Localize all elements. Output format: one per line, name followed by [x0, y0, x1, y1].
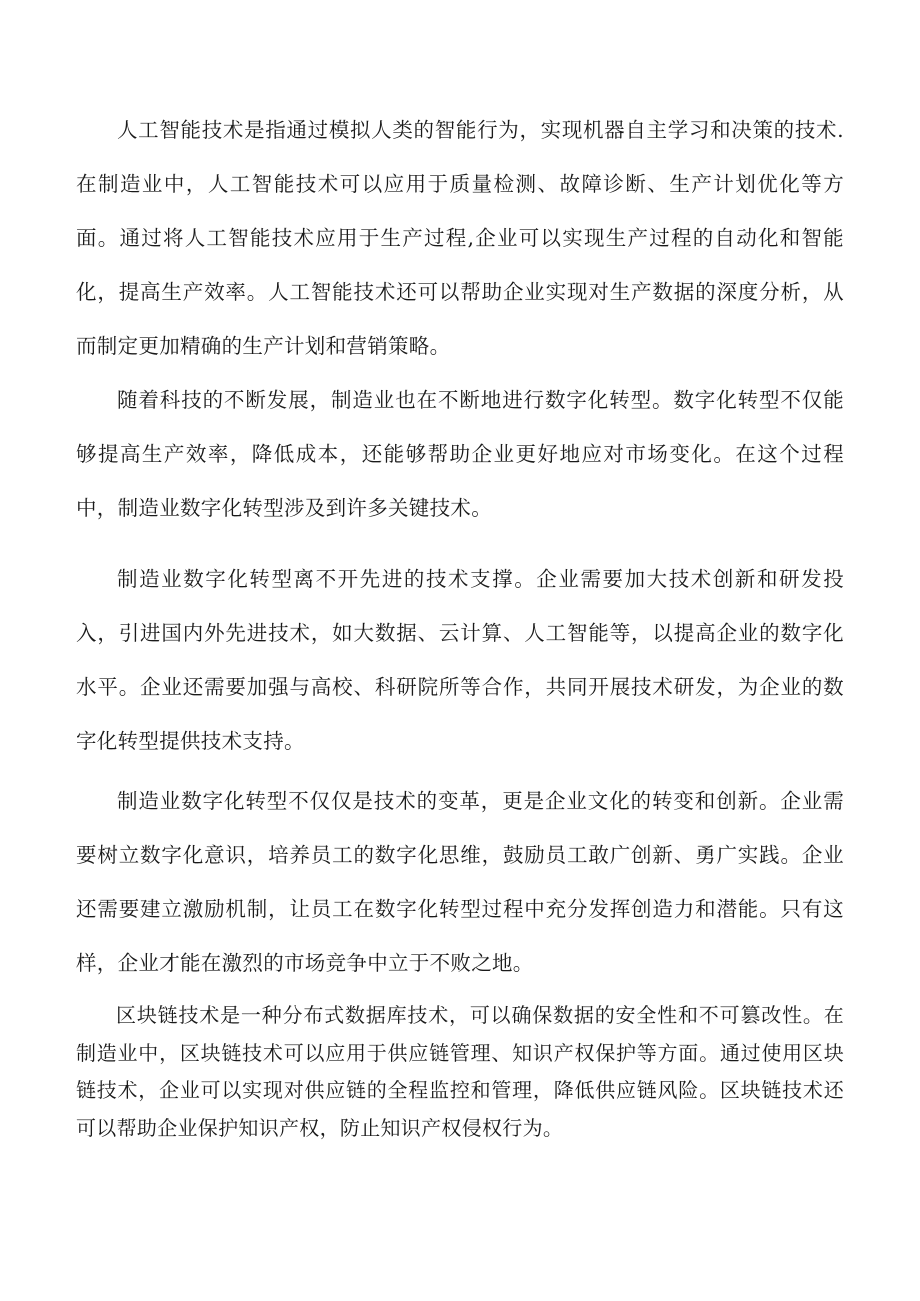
paragraph-blockchain: 区块链技术是一种分布式数据库技术，可以确保数据的安全性和不可篡改性。在制造业中，区块链技术可以应用于供应链管理、知识产权保护等方面。通过使用区块链技术，企业可以实现对供应链的全程监控和管理，降低供应链风险。区块链技术还可以帮助企业保护知识产权，防止知识产权侵权行为。	[76, 1003, 844, 1140]
paragraph-digital-transformation: 随着科技的不断发展，制造业也在不断地进行数字化转型。数字化转型不仅能够提高生产效率，降低成本，还能够帮助企业更好地应对市场变化。在这个过程中，制造业数字化转型涉及到许多关键技术。	[76, 388, 844, 520]
paragraph-ai-technology: 人工智能技术是指通过模拟人类的智能行为，实现机器自主学习和决策的技术.在制造业中，人工智能技术可以应用于质量检测、故障诊断、生产计划优化等方面。通过将人工智能技术应用于生产过程,企业可以实现生产过程的自动化和智能化，提高生产效率。人工智能技术还可以帮助企业实现对生产数据的深度分析，从而制定更加精确的生产计划和营销策略。	[76, 118, 844, 358]
paragraph-technical-support: 制造业数字化转型离不开先进的技术支撑。企业需要加大技术创新和研发投入，引进国内外先进技术，如大数据、云计算、人工智能等，以提高企业的数字化水平。企业还需要加强与高校、科研院所等合作，共同开展技术研发，为企业的数字化转型提供技术支持。	[76, 567, 844, 753]
paragraph-corporate-culture: 制造业数字化转型不仅仅是技术的变革，更是企业文化的转变和创新。企业需要树立数字化意识，培养员工的数字化思维，鼓励员工敢广创新、勇广实践。企业还需要建立激励机制，让员工在数字化转型过程中充分发挥创造力和潜能。只有这样，企业才能在激烈的市场竞争中立于不败之地。	[76, 789, 844, 975]
